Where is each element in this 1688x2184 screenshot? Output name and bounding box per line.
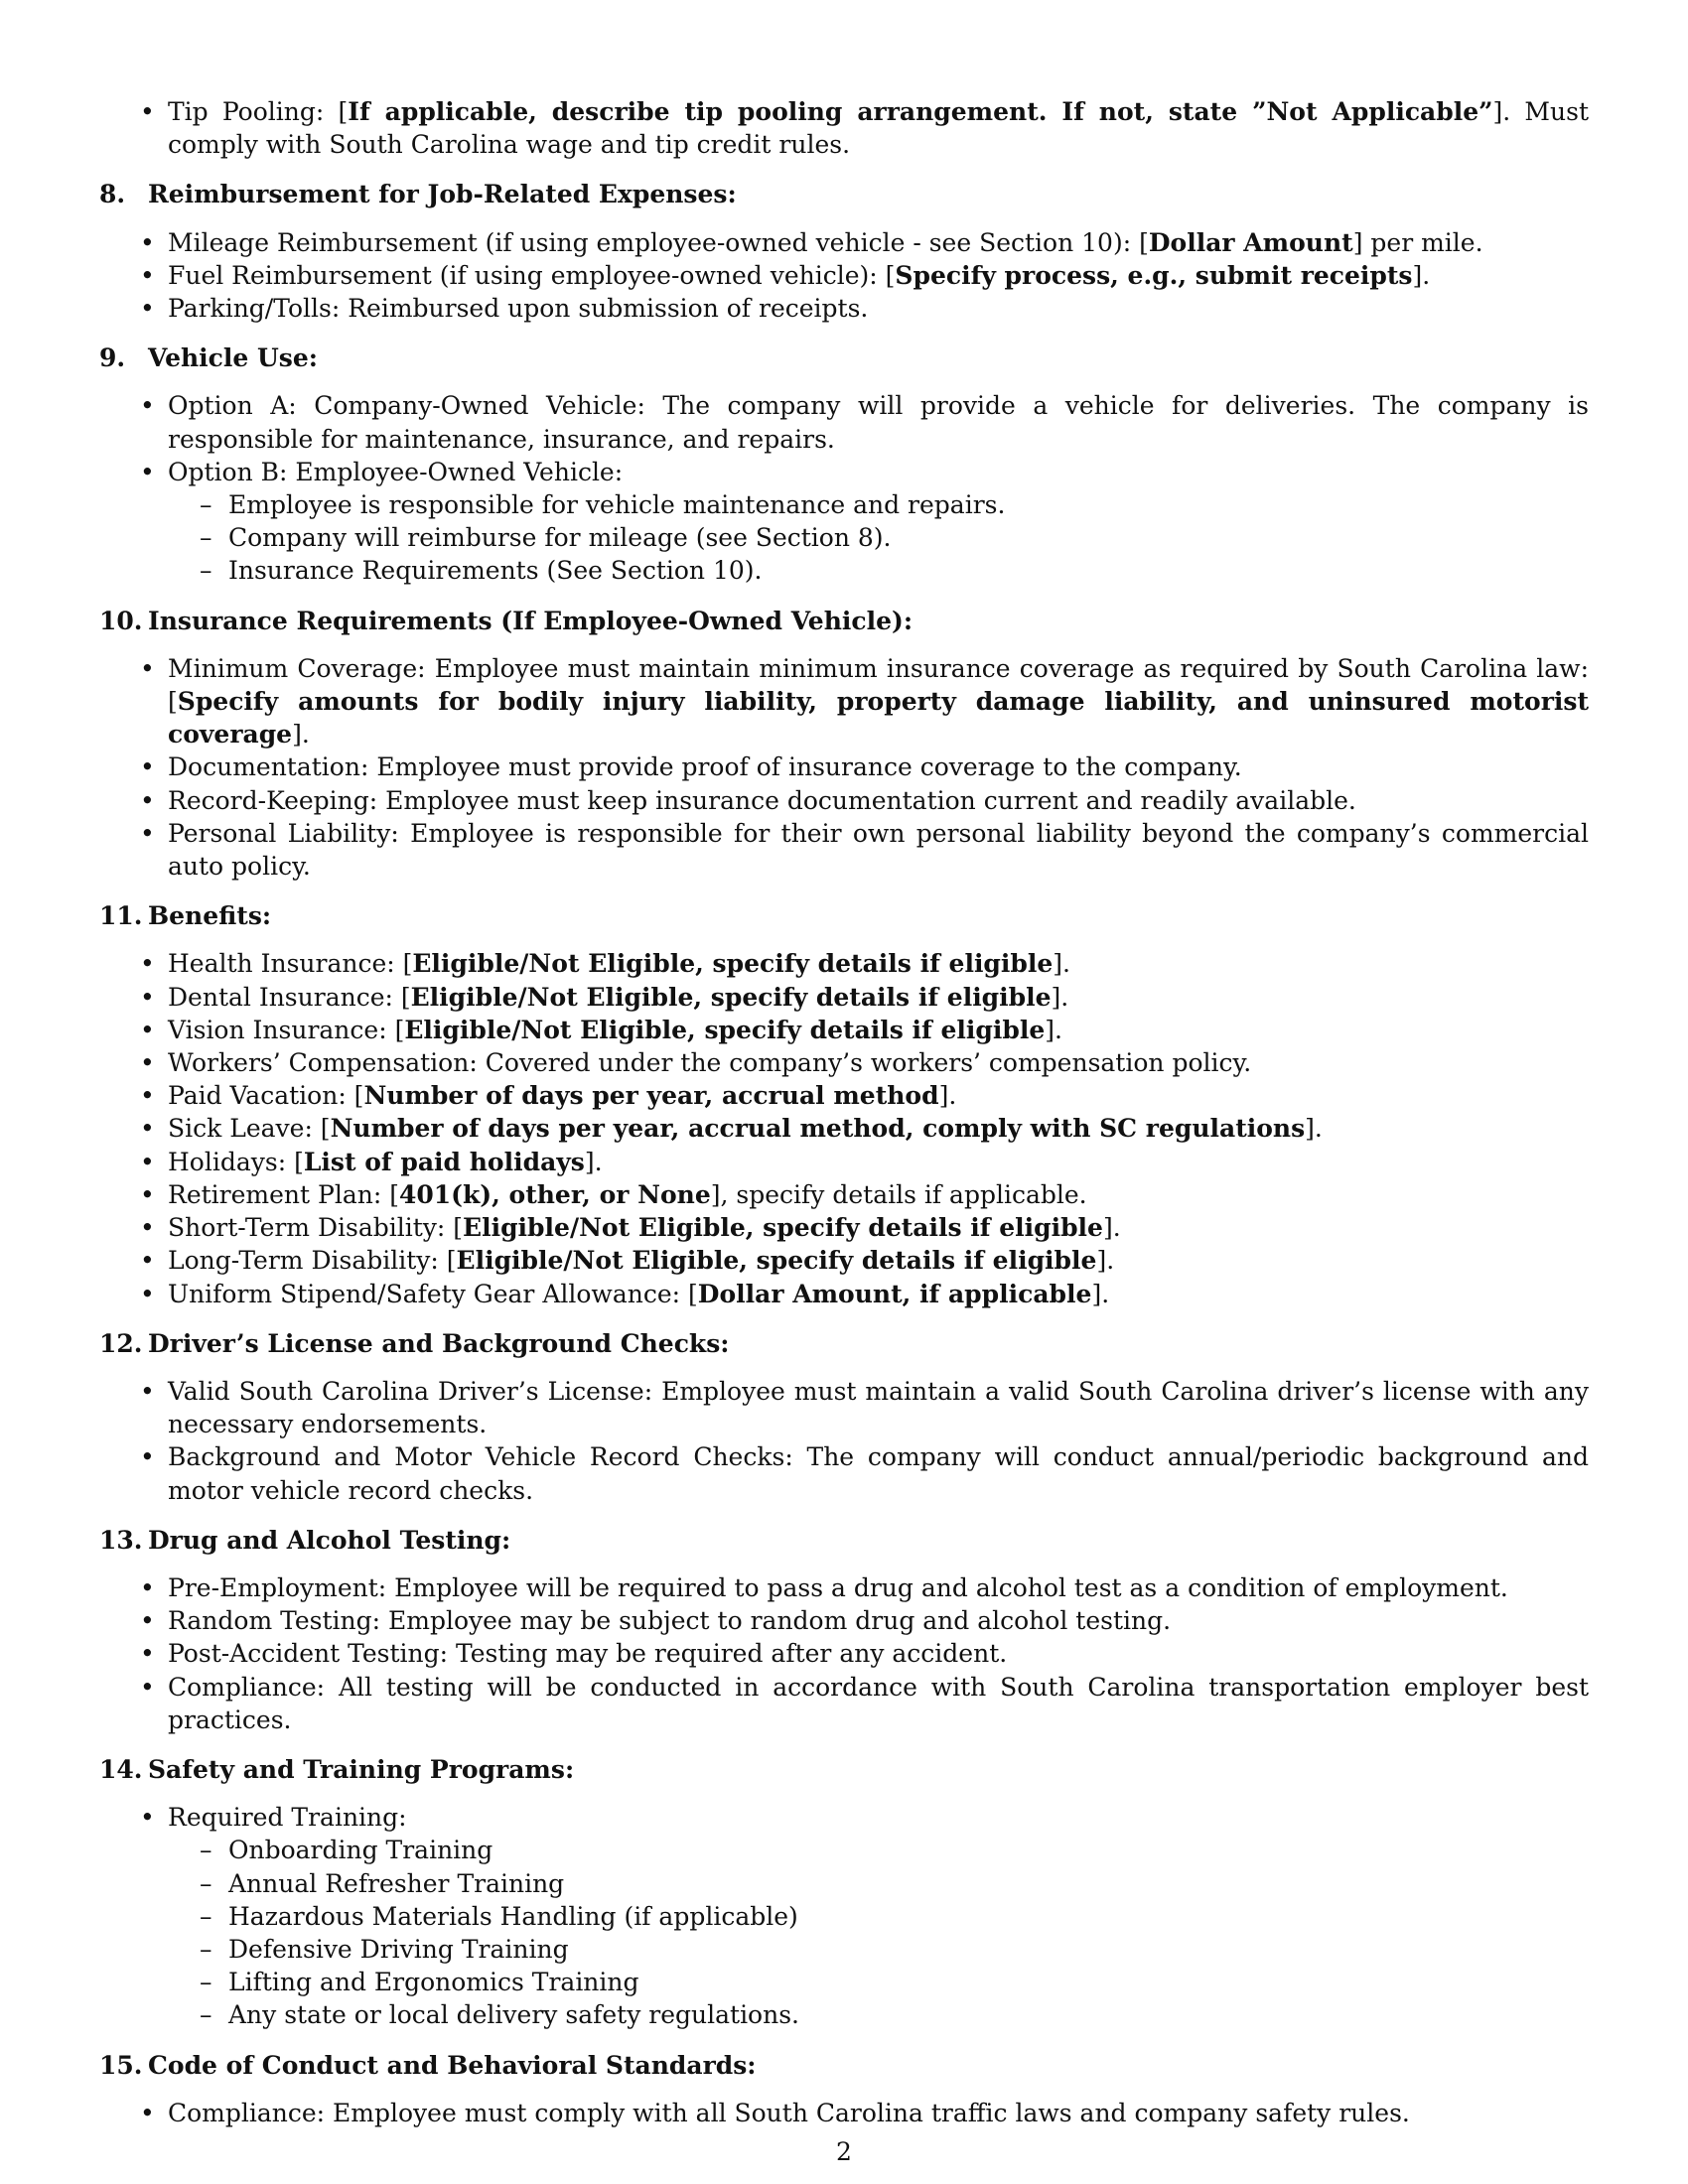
section-14 [99, 1753, 1589, 2049]
bullet-icon: • [140, 1246, 155, 1276]
sub-list-item [168, 554, 1589, 587]
list-item [99, 292, 1589, 325]
list-item [99, 1637, 1589, 1670]
sub-item-text: Employee is responsible for vehicle maintenance and repairs. [228, 490, 1006, 520]
item-text: Background and Motor Vehicle Record Checks: The company will conduct annual/periodic background and motor vehicle record checks. [168, 1442, 1589, 1505]
item-text: Option B: Employee-Owned Vehicle: [168, 457, 624, 486]
sections-container [99, 178, 1589, 2146]
list-item [99, 2097, 1589, 2129]
bullet-icon: • [140, 785, 155, 815]
sub-list [168, 488, 1589, 588]
item-text: Minimum Coverage: Employee must maintain minimum insurance coverage as required by South Carolina law: [ [168, 653, 1589, 717]
section-heading [99, 2049, 1589, 2082]
section-9 [99, 341, 1589, 604]
bullet-icon: • [140, 1081, 155, 1111]
list-item [99, 95, 1589, 161]
section-title: Reimbursement for Job-Related Expenses: [148, 180, 737, 209]
intro-bullet-list [99, 95, 1589, 161]
list-item [99, 389, 1589, 455]
sub-list-item [168, 1998, 1589, 2031]
item-text: ]. [1051, 982, 1069, 1012]
item-text: Parking/Tolls: Reimbursed upon submission of receipts. [168, 294, 869, 324]
bullet-icon: • [140, 949, 155, 979]
item-text: Holidays: [ [168, 1147, 304, 1176]
placeholder-text: Eligible/Not Eligible, specify details if eligible [410, 982, 1052, 1012]
dash-icon: – [200, 1868, 212, 1898]
section-heading [99, 899, 1589, 932]
list-item [99, 947, 1589, 980]
list-item [99, 1146, 1589, 1178]
bullet-icon: • [140, 1048, 155, 1078]
bullet-icon: • [140, 818, 155, 848]
bullet-icon: • [140, 1376, 155, 1406]
dash-icon: – [200, 1836, 212, 1865]
bullet-icon: • [140, 1279, 155, 1308]
bullet-icon: • [140, 1672, 155, 1702]
dash-icon: – [200, 1934, 212, 1964]
item-text: ]. [584, 1147, 603, 1176]
sub-list-item [168, 1933, 1589, 1966]
item-text: ] per mile. [1352, 227, 1483, 257]
item-text: ]. [1305, 1114, 1323, 1144]
section-number: 11. [99, 901, 143, 931]
list-item [99, 981, 1589, 1014]
sub-item-text: Any state or local delivery safety regulations. [228, 2000, 799, 2030]
section-title: Drug and Alcohol Testing: [148, 1525, 511, 1555]
list-item [99, 1046, 1589, 1079]
bullet-icon: • [140, 752, 155, 782]
bullet-icon: • [140, 2098, 155, 2127]
item-text: ]. Must comply with South Carolina wage and tip credit rules. [168, 97, 1590, 160]
sub-item-text: Insurance Requirements (See Section 10). [228, 556, 763, 586]
sub-list-item [168, 1900, 1589, 1933]
section-11 [99, 899, 1589, 1326]
item-text: Random Testing: Employee may be subject to random drug and alcohol testing. [168, 1606, 1172, 1636]
dash-icon: – [200, 1901, 212, 1931]
bullet-list [99, 2097, 1589, 2129]
item-text: Personal Liability: Employee is responsible for their own personal liability beyond the company’s commercial auto policy. [168, 818, 1589, 882]
section-title: Insurance Requirements (If Employee-Owned Vehicle): [148, 606, 914, 635]
item-text: ]. [1053, 949, 1070, 979]
item-text: Compliance: Employee must comply with all South Carolina traffic laws and company safety rules. [168, 2098, 1410, 2127]
item-text: Vision Insurance: [ [168, 1015, 405, 1044]
section-13 [99, 1524, 1589, 1753]
section-title: Vehicle Use: [148, 343, 319, 373]
sub-list-item [168, 1966, 1589, 1998]
placeholder-text: Dollar Amount, if applicable [697, 1279, 1092, 1308]
section-15 [99, 2049, 1589, 2146]
list-item [99, 817, 1589, 883]
bullet-list [99, 1571, 1589, 1736]
placeholder-text: Number of days per year, accrual method, comply with SC regulations [330, 1114, 1306, 1144]
sub-list-item [168, 1834, 1589, 1866]
item-text: Post-Accident Testing: Testing may be required after any accident. [168, 1639, 1008, 1669]
item-text: Health Insurance: [ [168, 949, 413, 979]
section-heading [99, 341, 1589, 374]
item-text: Compliance: All testing will be conducted in accordance with South Carolina transportation employer best practices. [168, 1672, 1589, 1734]
placeholder-text: Specify amounts for bodily injury liability, property damage liability, and uninsured motorist coverage [168, 687, 1589, 750]
list-item [99, 1112, 1589, 1145]
bullet-list [99, 947, 1589, 1309]
section-heading [99, 178, 1589, 210]
list-item [99, 1278, 1589, 1310]
bullet-icon: • [140, 1147, 155, 1176]
section-number: 9. [99, 343, 126, 373]
list-item [99, 1244, 1589, 1277]
list-item [99, 456, 1589, 588]
bullet-icon: • [140, 982, 155, 1012]
section-title: Code of Conduct and Behavioral Standards: [148, 2050, 757, 2080]
section-heading [99, 605, 1589, 637]
bullet-icon: • [140, 1572, 155, 1602]
bullet-list [99, 652, 1589, 883]
section-number: 8. [99, 180, 126, 209]
bullet-icon: • [140, 1114, 155, 1144]
bullet-icon: • [140, 457, 155, 486]
dash-icon: – [200, 490, 212, 520]
dash-icon: – [200, 2000, 212, 2030]
item-text: ]. [938, 1081, 957, 1111]
section-number: 13. [99, 1525, 143, 1555]
list-item [99, 259, 1589, 292]
section-title: Safety and Training Programs: [148, 1754, 575, 1784]
item-text: ], specify details if applicable. [710, 1179, 1087, 1209]
dash-icon: – [200, 556, 212, 586]
placeholder-text: Eligible/Not Eligible, specify details if eligible [404, 1015, 1046, 1044]
bullet-icon: • [140, 391, 155, 421]
item-text: Pre-Employment: Employee will be required to pass a drug and alcohol test as a condition of employment. [168, 1572, 1508, 1602]
item-text: Required Training: [168, 1803, 407, 1833]
item-text: ]. [1091, 1279, 1110, 1308]
section-number: 10. [99, 606, 143, 635]
item-text: Retirement Plan: [ [168, 1179, 399, 1209]
section-title: Benefits: [148, 901, 272, 931]
list-item [99, 1014, 1589, 1046]
section-heading [99, 1524, 1589, 1557]
placeholder-text: Dollar Amount [1148, 227, 1353, 257]
section-heading [99, 1327, 1589, 1360]
item-text: Dental Insurance: [ [168, 982, 411, 1012]
sub-list-item [168, 521, 1589, 554]
placeholder-text: List of paid holidays [303, 1147, 585, 1176]
sub-item-text: Annual Refresher Training [228, 1868, 565, 1898]
section-title: Driver’s License and Background Checks: [148, 1328, 730, 1358]
item-text: ]. [1096, 1246, 1115, 1276]
item-text: Long-Term Disability: [ [168, 1246, 457, 1276]
list-item [99, 1571, 1589, 1604]
list-item [99, 1211, 1589, 1244]
bullet-icon: • [140, 1639, 155, 1669]
placeholder-text: Eligible/Not Eligible, specify details if eligible [412, 949, 1054, 979]
item-text: Valid South Carolina Driver’s License: Employee must maintain a valid South Carolina driver’s license with any necessary endorsements. [168, 1376, 1589, 1439]
sub-list [168, 1834, 1589, 2031]
section-heading [99, 1753, 1589, 1786]
list-item [99, 1375, 1589, 1440]
sub-list-item [168, 488, 1589, 521]
item-text: Tip Pooling: [ [168, 97, 349, 126]
section-number: 15. [99, 2050, 143, 2080]
bullet-icon: • [140, 1442, 155, 1472]
list-item [99, 1079, 1589, 1112]
item-text: Documentation: Employee must provide proof of insurance coverage to the company. [168, 752, 1242, 782]
section-8 [99, 178, 1589, 341]
item-text: Option A: Company-Owned Vehicle: The company will provide a vehicle for deliveries. The company is responsible for maintenance, insurance, and repairs. [168, 391, 1589, 454]
list-item [99, 226, 1589, 259]
sub-item-text: Hazardous Materials Handling (if applicable) [228, 1901, 798, 1931]
bullet-icon: • [140, 1179, 155, 1209]
bullet-list [99, 389, 1589, 587]
item-text: ]. [1412, 260, 1431, 290]
item-text: ]. [292, 720, 310, 750]
bullet-icon: • [140, 227, 155, 257]
list-item [99, 1604, 1589, 1637]
item-text: Record-Keeping: Employee must keep insurance documentation current and readily available. [168, 785, 1356, 815]
list-item [99, 1671, 1589, 1736]
placeholder-text: If applicable, describe tip pooling arrangement. If not, state ”Not Applicable” [348, 97, 1493, 126]
bullet-icon: • [140, 1213, 155, 1243]
item-text: Fuel Reimbursement (if using employee-owned vehicle): [ [168, 260, 896, 290]
bullet-icon: • [140, 1803, 155, 1833]
item-text: Paid Vacation: [ [168, 1081, 364, 1111]
item-text: Short-Term Disability: [ [168, 1213, 464, 1243]
bullet-icon: • [140, 260, 155, 290]
bullet-list [99, 1375, 1589, 1507]
bullet-icon: • [140, 97, 155, 126]
bullet-list [99, 1801, 1589, 2031]
list-item [99, 784, 1589, 817]
sub-item-text: Onboarding Training [228, 1836, 493, 1865]
item-text: Mileage Reimbursement (if using employee-owned vehicle - see Section 10): [ [168, 227, 1149, 257]
bullet-list [99, 226, 1589, 326]
bullet-icon: • [140, 1606, 155, 1636]
item-text: Sick Leave: [ [168, 1114, 331, 1144]
document-page [99, 95, 1589, 2146]
placeholder-text: 401(k), other, or None [398, 1179, 711, 1209]
bullet-icon: • [140, 653, 155, 683]
sub-list-item [168, 1867, 1589, 1900]
dash-icon: – [200, 1968, 212, 1997]
section-12 [99, 1327, 1589, 1524]
placeholder-text: Specify process, e.g., submit receipts [895, 260, 1413, 290]
item-text: Uniform Stipend/Safety Gear Allowance: [ [168, 1279, 698, 1308]
sub-item-text: Lifting and Ergonomics Training [228, 1968, 639, 1997]
placeholder-text: Number of days per year, accrual method [363, 1081, 939, 1111]
section-10 [99, 605, 1589, 900]
item-text: ]. [1045, 1015, 1062, 1044]
list-item [99, 652, 1589, 751]
section-number: 12. [99, 1328, 143, 1358]
list-item [99, 1178, 1589, 1211]
sub-item-text: Defensive Driving Training [228, 1934, 569, 1964]
placeholder-text: Eligible/Not Eligible, specify details if eligible [456, 1246, 1097, 1276]
list-item [99, 751, 1589, 783]
item-text: ]. [1102, 1213, 1121, 1243]
sub-item-text: Company will reimburse for mileage (see Section 8). [228, 523, 892, 553]
bullet-icon: • [140, 1015, 155, 1044]
dash-icon: – [200, 523, 212, 553]
list-item [99, 1801, 1589, 2031]
bullet-icon: • [140, 294, 155, 324]
list-item [99, 1440, 1589, 1506]
page-number: 2 [836, 2137, 852, 2166]
section-number: 14. [99, 1754, 143, 1784]
item-text: Workers’ Compensation: Covered under the company’s workers’ compensation policy. [168, 1048, 1252, 1078]
placeholder-text: Eligible/Not Eligible, specify details if eligible [463, 1213, 1103, 1243]
